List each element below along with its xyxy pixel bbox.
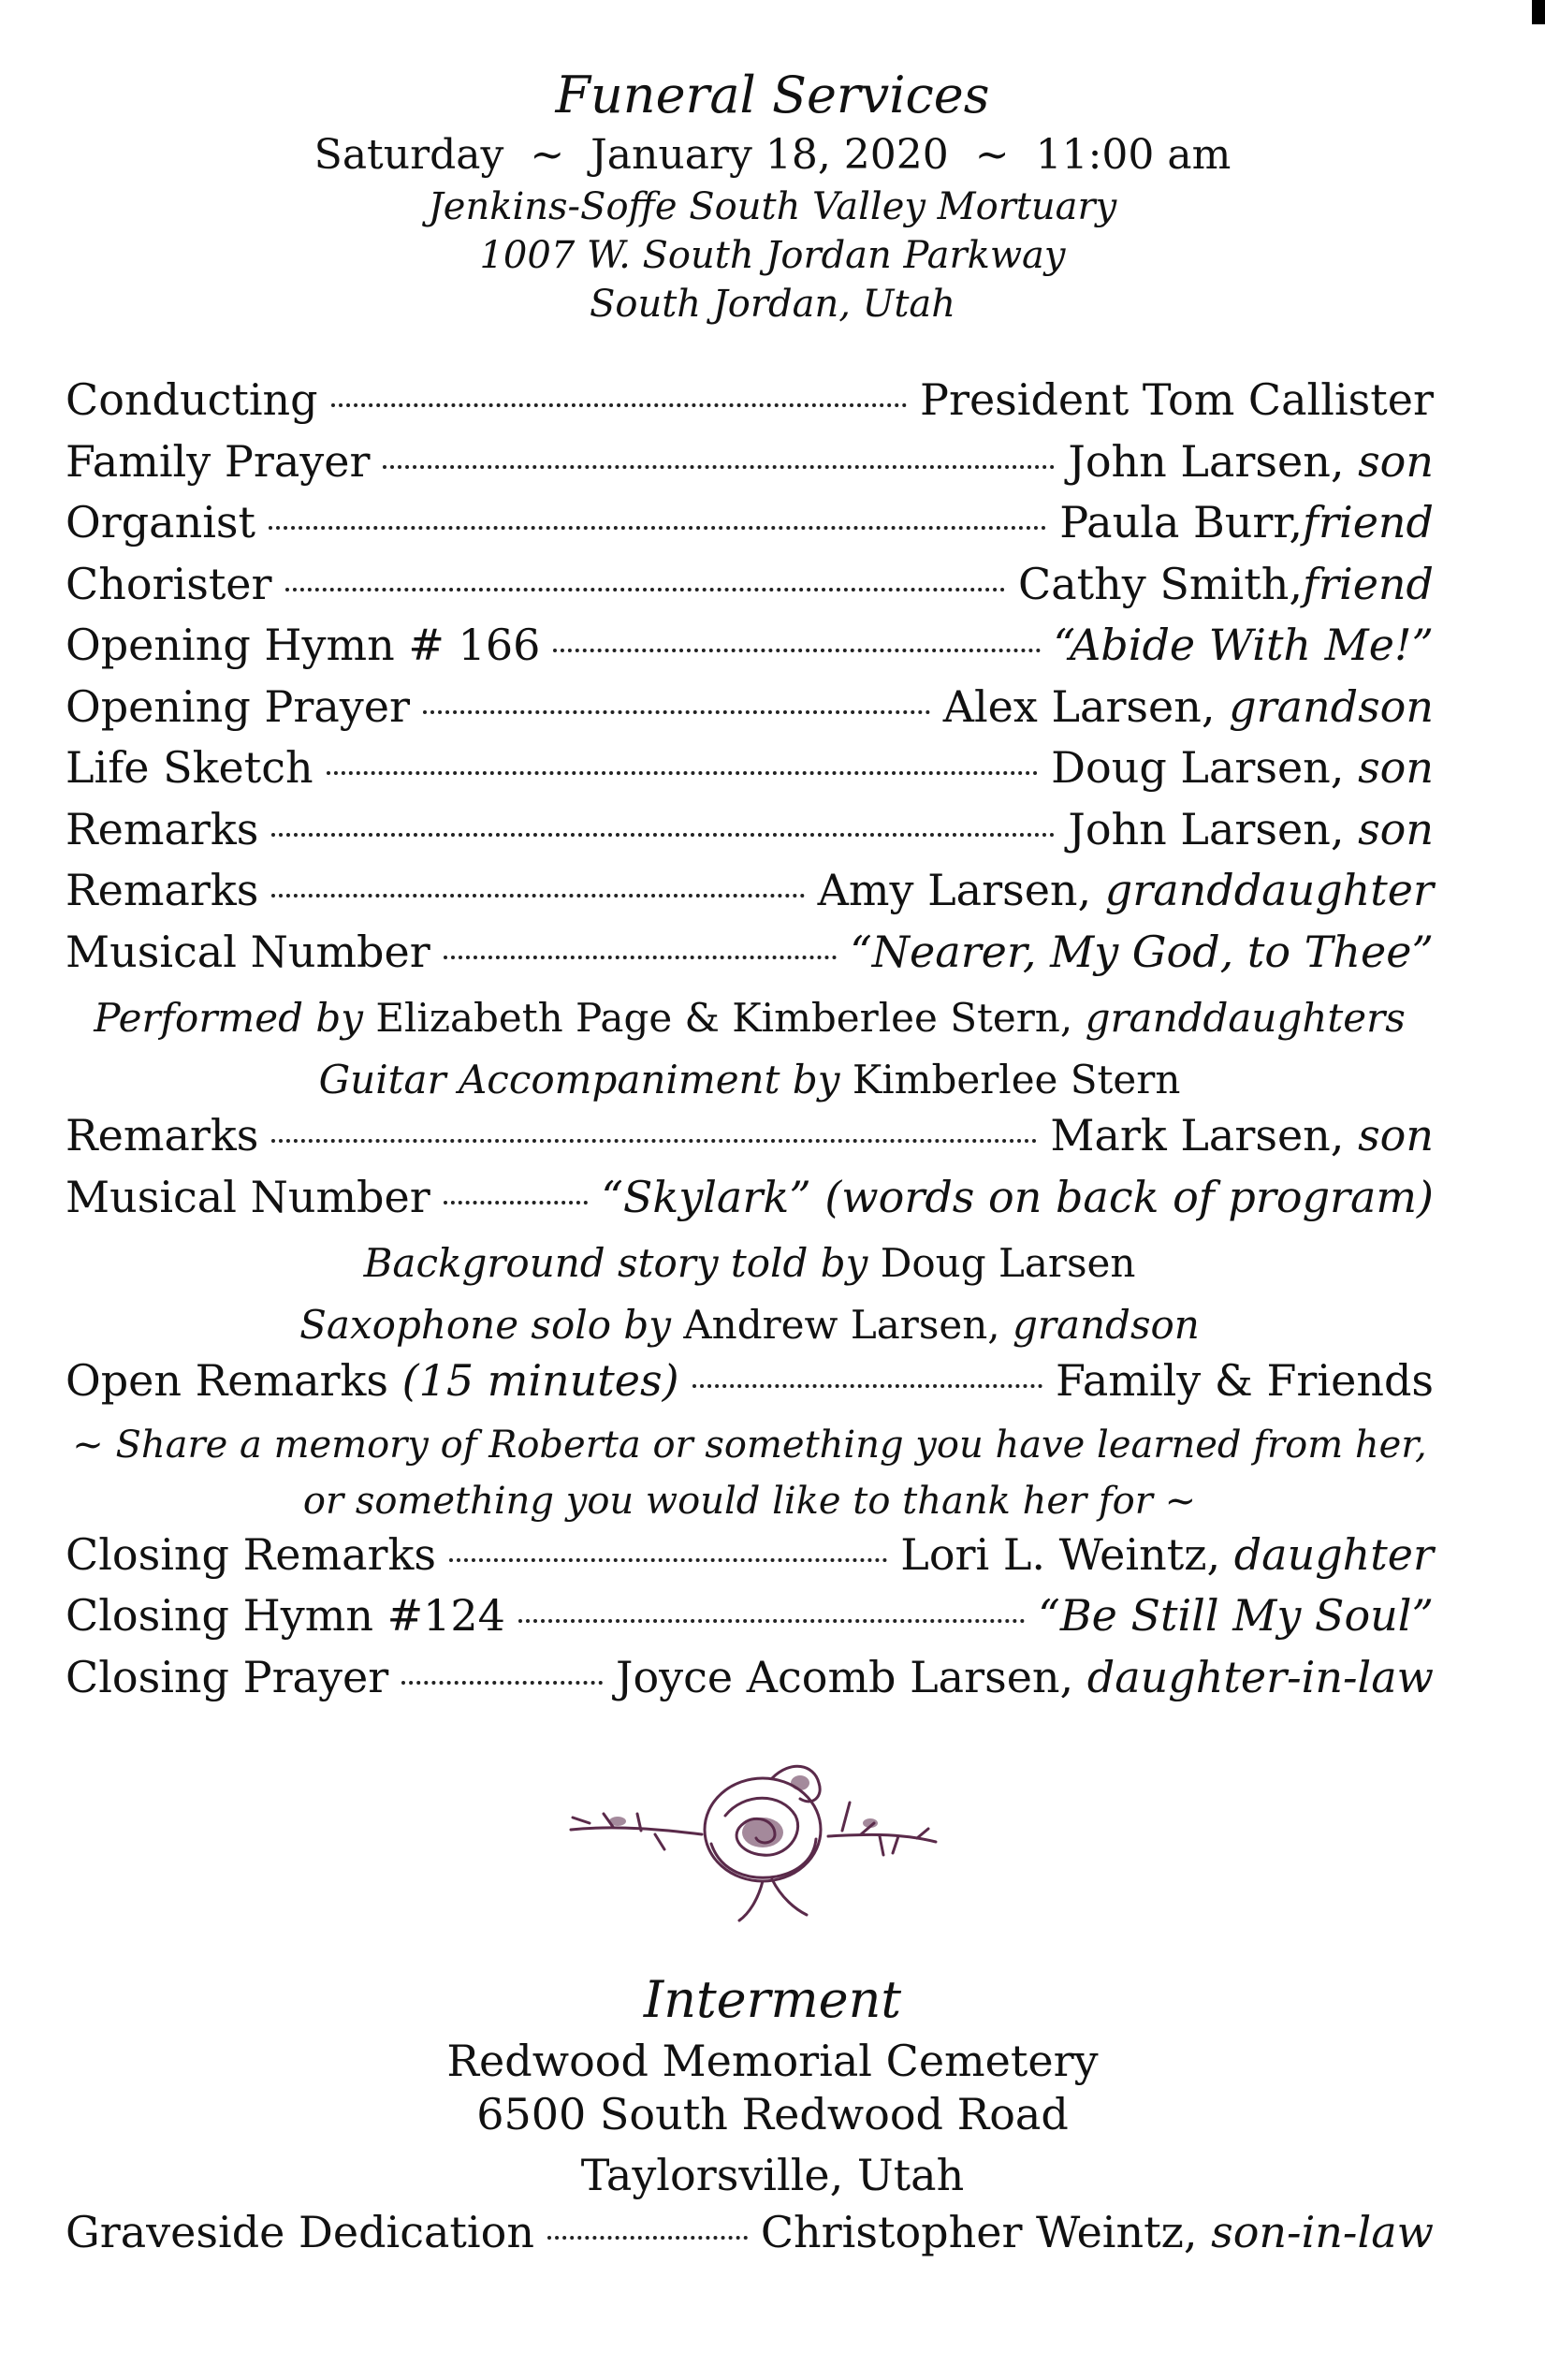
- row-role: son: [1358, 435, 1434, 487]
- note-role: grandson: [1013, 1301, 1200, 1348]
- row-name: Cathy Smith,: [1018, 558, 1303, 609]
- leader-dots: [285, 588, 1006, 591]
- interment-city: Taylorsville, Utah: [580, 2150, 965, 2200]
- row-name: Christopher Weintz,: [760, 2207, 1198, 2257]
- row-role: friend: [1302, 497, 1434, 548]
- program-row-musical-number-2: [66, 1172, 1434, 1234]
- program-row-closing-prayer: [66, 1652, 1434, 1714]
- row-name: John Larsen,: [1068, 803, 1345, 854]
- row-value: [900, 1529, 1434, 1580]
- rose-icon: [561, 1741, 964, 1928]
- musical-2-saxophone: [66, 1294, 1434, 1356]
- note-names: Doug Larsen: [880, 1240, 1136, 1286]
- row-label: Graveside Dedication: [66, 2207, 534, 2257]
- interment-title: Interment: [643, 1970, 902, 2029]
- row-label: Remarks: [66, 865, 259, 915]
- row-label: Closing Remarks: [66, 1528, 436, 1580]
- row-name: President Tom Callister: [920, 374, 1434, 425]
- program-row-open-remarks: [66, 1355, 1434, 1417]
- program-row-conducting: [66, 374, 1434, 436]
- row-label: Musical Number: [66, 926, 430, 977]
- row-value: [1051, 742, 1434, 793]
- row-role: son: [1358, 803, 1434, 854]
- row-name: Amy Larsen,: [817, 865, 1092, 915]
- row-value: [616, 1652, 1434, 1702]
- row-value: [1018, 559, 1434, 609]
- row-role: friend: [1302, 558, 1434, 609]
- row-label-note: (15 minutes): [401, 1355, 679, 1406]
- program-row-graveside: [66, 2207, 1434, 2269]
- row-value: “Nearer, My God, to Thee”: [850, 926, 1434, 977]
- note-prefix: Saxophone solo by: [299, 1301, 671, 1348]
- row-label: Organist: [66, 497, 256, 548]
- program-row-musical-number-1: [66, 927, 1434, 988]
- row-label: [66, 1355, 679, 1406]
- row-label: Remarks: [66, 1110, 259, 1161]
- program-row-remarks-3: [66, 1110, 1434, 1172]
- note-role: granddaughters: [1085, 995, 1406, 1041]
- row-label: Family Prayer: [66, 435, 371, 487]
- share-memory-note-1: ~ Share a memory of Roberta or something you have learned from her,: [72, 1423, 1427, 1467]
- program-row-closing-remarks: [66, 1529, 1434, 1591]
- row-value: “Skylark” (words on back of program): [601, 1171, 1434, 1222]
- program-row-chorister: [66, 559, 1434, 621]
- row-value: “Abide With Me!”: [1053, 620, 1434, 670]
- row-value: [1050, 1110, 1434, 1161]
- leader-dots: [331, 403, 907, 407]
- row-value: [1059, 497, 1434, 548]
- program-row-remarks-1: [66, 804, 1434, 866]
- leader-dots: [327, 771, 1039, 775]
- row-name: Mark Larsen,: [1050, 1110, 1345, 1161]
- row-label-text: Open Remarks: [66, 1355, 388, 1406]
- row-value: [943, 681, 1434, 732]
- row-role: granddaughter: [1104, 865, 1434, 915]
- row-name: Lori L. Weintz,: [900, 1528, 1221, 1580]
- program-row-closing-hymn: [66, 1590, 1434, 1652]
- leader-dots: [547, 2236, 748, 2240]
- row-name: John Larsen,: [1068, 435, 1345, 487]
- row-label: Remarks: [66, 803, 259, 854]
- service-date-line: Saturday ~ January 18, 2020 ~ 11:00 am: [313, 131, 1232, 179]
- program-row-opening-prayer: [66, 681, 1434, 743]
- row-role: daughter: [1233, 1528, 1434, 1580]
- leader-dots: [271, 894, 804, 898]
- row-role: daughter-in-law: [1086, 1651, 1434, 1702]
- leader-dots: [444, 956, 838, 959]
- leader-dots: [269, 526, 1046, 530]
- note-prefix: Performed by: [94, 995, 363, 1041]
- row-value: [1068, 804, 1434, 854]
- musical-1-guitar: [66, 1049, 1434, 1111]
- graveside-dedication: [66, 2207, 1434, 2269]
- service-street: 1007 W. South Jordan Parkway: [479, 234, 1066, 277]
- program-row-remarks-2: [66, 865, 1434, 927]
- leader-dots: [692, 1384, 1042, 1388]
- leader-dots: [423, 710, 930, 714]
- row-value: [818, 865, 1434, 915]
- row-role: son: [1358, 742, 1434, 793]
- row-role: son-in-law: [1211, 2207, 1434, 2257]
- interment-street: 6500 South Redwood Road: [476, 2089, 1069, 2139]
- note-names: Elizabeth Page & Kimberlee Stern,: [375, 995, 1073, 1041]
- interment-cemetery: Redwood Memorial Cemetery: [446, 2036, 1099, 2086]
- service-venue: Jenkins-Soffe South Valley Mortuary: [428, 185, 1117, 228]
- service-city: South Jordan, Utah: [589, 283, 956, 326]
- order-of-service: [66, 374, 1434, 1713]
- program-row-life-sketch: [66, 742, 1434, 804]
- leader-dots: [383, 465, 1055, 469]
- leader-dots: [271, 1139, 1037, 1143]
- row-value: [761, 2207, 1434, 2257]
- note-names: Andrew Larsen,: [683, 1301, 1000, 1348]
- row-name: Joyce Acomb Larsen,: [616, 1651, 1074, 1702]
- row-label: Opening Hymn # 166: [66, 620, 541, 670]
- leader-dots: [553, 649, 1040, 652]
- musical-1-performers: [66, 987, 1434, 1049]
- leader-dots: [444, 1201, 589, 1205]
- program-row-opening-hymn: [66, 620, 1434, 681]
- musical-2-story: [66, 1233, 1434, 1294]
- program-row-organist: [66, 497, 1434, 559]
- row-name: Paula Burr,: [1059, 497, 1303, 548]
- row-name: Doug Larsen,: [1051, 742, 1345, 793]
- row-value: Family & Friends: [1056, 1355, 1434, 1406]
- row-label: Conducting: [66, 374, 318, 425]
- row-label: Opening Prayer: [66, 680, 410, 732]
- program-row-family-prayer: [66, 436, 1434, 498]
- row-label: Life Sketch: [66, 742, 313, 793]
- row-value: [1068, 436, 1434, 487]
- leader-dots: [518, 1619, 1025, 1623]
- row-value: [920, 374, 1434, 425]
- row-label: Closing Hymn #124: [66, 1590, 505, 1641]
- leader-dots: [401, 1681, 603, 1685]
- row-label: Musical Number: [66, 1171, 430, 1222]
- note-names: Kimberlee Stern: [852, 1056, 1181, 1102]
- leader-dots: [271, 833, 1055, 837]
- note-prefix: Background story told by: [363, 1240, 868, 1286]
- note-prefix: Guitar Accompaniment by: [318, 1056, 840, 1102]
- share-memory-note-2: or something you would like to thank her for ~: [302, 1479, 1197, 1523]
- leader-dots: [449, 1558, 887, 1562]
- row-role: grandson: [1229, 680, 1434, 732]
- row-value: “Be Still My Soul”: [1038, 1590, 1434, 1641]
- row-name: Alex Larsen,: [942, 680, 1216, 732]
- services-title: Funeral Services: [555, 66, 990, 124]
- row-role: son: [1358, 1110, 1434, 1161]
- row-label: Chorister: [66, 558, 272, 609]
- row-label: Closing Prayer: [66, 1651, 389, 1702]
